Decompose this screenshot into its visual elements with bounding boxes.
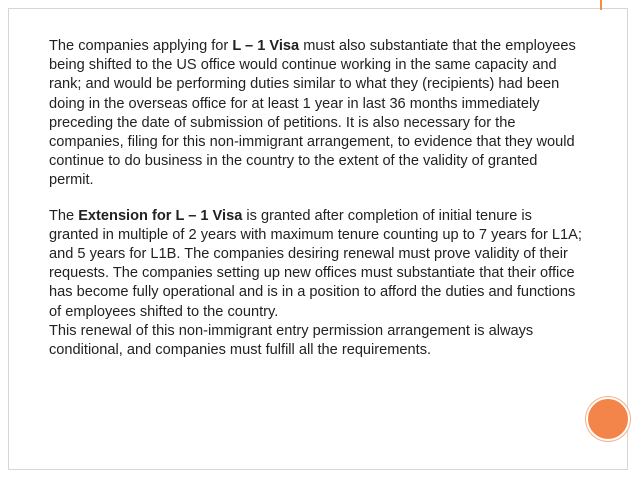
decorative-circle bbox=[586, 397, 630, 441]
paragraph-renewal: This renewal of this non-immigrant entry permission arrangement is always conditional, and companies must fulfill all the requirements. bbox=[49, 322, 534, 359]
top-accent-line bbox=[600, 0, 602, 10]
paragraph-extension bbox=[49, 207, 584, 322]
paragraph-2-bold: Extension for L – 1 Visa bbox=[78, 207, 243, 224]
paragraph-1-bold: L – 1 Visa bbox=[232, 38, 300, 54]
paragraph-1-prefix: The companies applying for bbox=[49, 38, 233, 54]
paragraph-spacer bbox=[49, 191, 584, 207]
paragraph-1-suffix: must also substantiate that the employees being shifted to the US office would continue working in the same capacity and rank; and would be performing duties similar to what they (recipients) had been doing in the overseas office for at least 1 year in last 36 months immediately preceding the date of submission of petitions. It is also necessary for the companies, filing for this non-immigrant arrangement, to evidence that they would continue to do business in the country to the extent of the validity of granted permit. bbox=[49, 38, 576, 189]
paragraph-2-prefix: The bbox=[49, 207, 79, 224]
slide-body bbox=[49, 37, 584, 360]
paragraph-2-suffix: is granted after completion of initial tenure is granted in multiple of 2 years with maximum tenure counting up to 7 years for L1A; and 5 years for L1B. The companies desiring renewal must prove validity of their requests. The companies setting up new offices must substantiate that their office has become fully operational and is in a position to afford the duties and functions of employees shifted to the country. bbox=[49, 207, 582, 320]
paragraph-visa-requirements bbox=[49, 37, 584, 191]
